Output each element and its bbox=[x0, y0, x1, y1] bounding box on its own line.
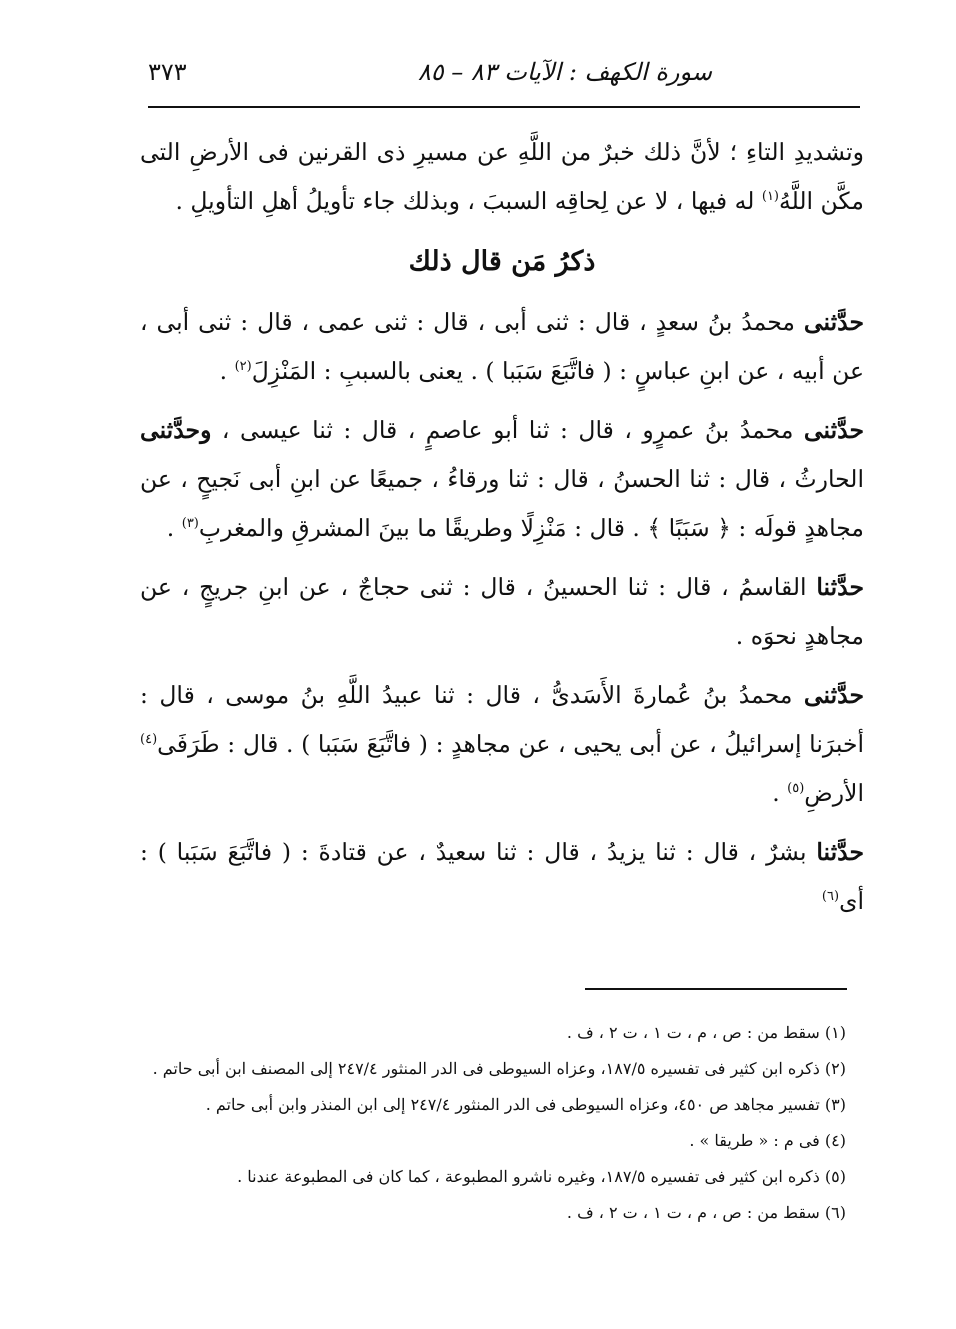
footnote-1: (١) سقط من : ص ، م ، ت ١ ، ت ٢ ، ف . bbox=[566, 1023, 846, 1042]
main-text bbox=[140, 128, 864, 936]
narration-lead-3: حدَّثنا bbox=[816, 573, 864, 601]
narration-text-4: محمدُ بنُ عُمارةَ الأَسَدىُّ ، قال : ثنا عبيدُ اللَّهِ بنُ موسى ، قال : أخبرَنا إسرائيلُ ، عن أبى يحيى ، عن مجاهدٍ : ( فاتَّبَعَ سَبَبا ) . قال : طَرَفَى bbox=[140, 681, 864, 758]
narration-paragraph-5 bbox=[140, 828, 864, 926]
narration-tail-2: . bbox=[166, 514, 182, 542]
narration-lead-2b: وحدَّثنى bbox=[140, 416, 212, 444]
narration-lead-1: حدَّثنى bbox=[803, 308, 864, 336]
narration-text-3: القاسمُ ، قال : ثنا الحسينُ ، قال : ثنى حجاجٌ ، عن ابنِ جريجٍ ، عن مجاهدٍ نحوَه . bbox=[140, 573, 864, 650]
footnote-5: (٥) ذكره ابن كثير فى تفسيره ١٨٧/٥، وغيره ناشرو المطبوعة ، كما كان فى المطبوعة عندنا . bbox=[237, 1167, 846, 1186]
page-number: ٣٧٣ bbox=[148, 58, 187, 86]
narration-paragraph-3 bbox=[140, 563, 864, 661]
footnotes bbox=[120, 1015, 846, 1231]
running-header-title: سورة الكهف : الآيات ٨٣ – ٨٥ bbox=[417, 58, 712, 86]
narration-text-5: بشرٌ ، قال : ثنا يزيدُ ، قال : ثنا سعيدٌ ، عن قتادةَ : ( فاتَّبَعَ سَبَبا ) : أى bbox=[140, 838, 864, 915]
running-header bbox=[148, 52, 860, 96]
footnote-4: (٤) فى م : « طريقا » . bbox=[689, 1131, 846, 1150]
footnote-3: (٣) تفسير مجاهد ص ٤٥٠، وعزاه السيوطى فى الدر المنثور ٢٤٧/٤ إلى ابن المنذر وابن أبى حاتم . bbox=[205, 1095, 846, 1114]
narration-tail-4: . bbox=[772, 779, 788, 807]
footnote-ref-6: (٦) bbox=[821, 889, 840, 905]
narration-text-1: محمدُ بنُ سعدٍ ، قال : ثنى أبى ، قال : ثنى عمى ، قال : ثنى أبى ، عن أبيه ، عن ابنِ عباسٍ : ( فاتَّبَعَ سَبَبا ) . يعنى بالسببِ : المَنْزِلَ bbox=[140, 308, 864, 385]
footnote-ref-3: (٣) bbox=[181, 516, 199, 532]
footnote-ref-4: (٤) bbox=[140, 732, 158, 748]
intro-text: وتشديدِ التاءِ ؛ لأنَّ ذلك خبرٌ من اللَّهِ عن مسيرِ ذى القرنين فى الأرضِ التى مكَّن اللَّهُ bbox=[140, 138, 864, 215]
narration-text-2b: الحارثُ ، قال : ثنا الحسنُ ، قال : ثنا ورقاءُ ، جميعًا عن ابنِ أبى نَجيحٍ ، عن مجاهدٍ قولَه : ﴿ سَبَبًا ﴾ . قال : مَنْزِلًا وطريقًا ما بينَ المشرقِ والمغربِ bbox=[140, 465, 864, 542]
footnote-ref-2: (٢) bbox=[234, 359, 252, 375]
narration-lead-4: حدَّثنى bbox=[803, 681, 864, 709]
intro-tail: له فيها ، لا عن لِحاقِه السببَ ، وبذلك جاء تأويلُ أهلِ التأويلِ . bbox=[175, 187, 762, 215]
footnote-6: (٦) سقط من : ص ، م ، ت ١ ، ت ٢ ، ف . bbox=[566, 1203, 846, 1222]
narration-lead-2: حدَّثنى bbox=[803, 416, 864, 444]
footnote-divider bbox=[585, 988, 847, 990]
narration-paragraph-4 bbox=[140, 671, 864, 818]
narration-text-4b: الأرضِ bbox=[804, 779, 864, 807]
section-heading: ذكرُ مَن قال ذلك bbox=[408, 246, 596, 277]
footnote-ref-1: (١) bbox=[761, 189, 779, 205]
narration-lead-5: حدَّثنا bbox=[816, 838, 864, 866]
narration-text-2a: محمدُ بنُ عمرٍو ، قال : ثنا أبو عاصمٍ ، قال : ثنا عيسى ، bbox=[211, 416, 804, 444]
intro-paragraph bbox=[140, 128, 864, 226]
footnote-ref-5: (٥) bbox=[787, 781, 805, 797]
header-divider bbox=[148, 106, 860, 108]
narration-tail-1: . bbox=[219, 357, 235, 385]
narration-paragraph-2 bbox=[140, 406, 864, 553]
footnote-2: (٢) ذكره ابن كثير فى تفسيره ١٨٧/٥، وعزاه السيوطى فى الدر المنثور ٢٤٧/٤ إلى المصنف ابن أبى حاتم . bbox=[152, 1059, 846, 1078]
narration-paragraph-1 bbox=[140, 298, 864, 396]
